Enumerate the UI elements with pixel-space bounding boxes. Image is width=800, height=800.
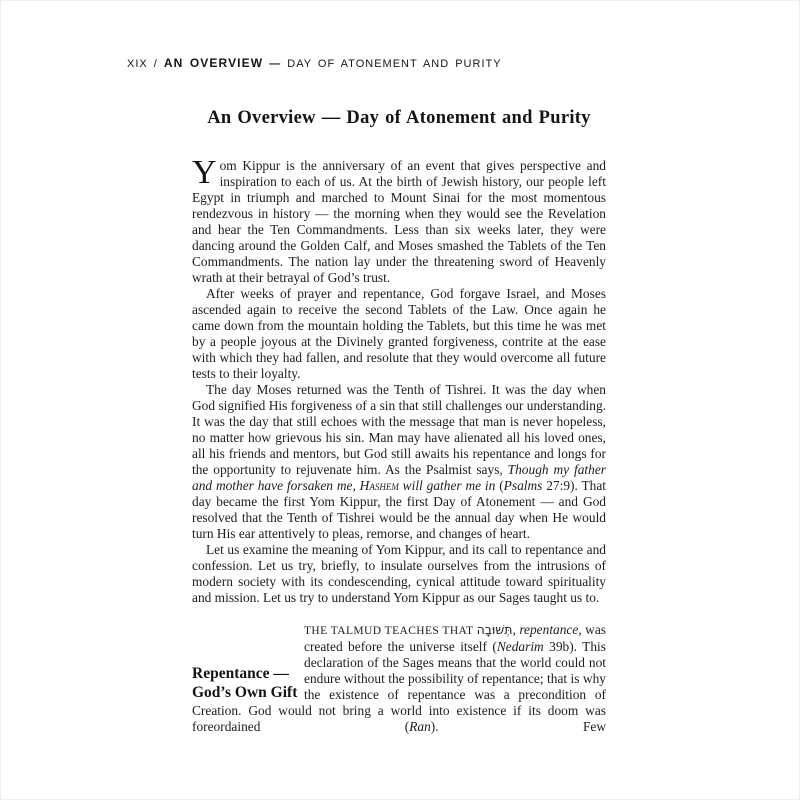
text-segment: After weeks of prayer and repentance, God forgave Israel, and Moses ascended again to receive the second Tablets of the Law. Once again he came down from the mountain holding the Tablets, but this time he was met by a people joyous at the Divinely granted forgiveness, contrite at the ease with which they had fallen, and resolute that they would overcome all future tests to their loyalty.	[192, 286, 606, 381]
text-segment: 27:9). That day became the first Yom Kippur, the first Day of Atonement — and God resolved that the Tenth of Tishrei would be the annual day when He would turn His ear attentively to pleas, remorse, and changes of heart.	[192, 478, 606, 541]
paragraph	[192, 542, 606, 606]
folio-number: XIX /	[127, 58, 158, 70]
header-subtitle: DAY OF ATONEMENT AND PURITY	[287, 58, 502, 70]
body-text	[192, 154, 607, 735]
header-dash: —	[269, 58, 282, 70]
text-segment: om Kippur is the anniversary of an event that gives perspective and inspiration to each of us. At the birth of Jewish history, our people left Egypt in triumph and marched to Mount Sinai for the most momentous rendezvous in history — the morning when they would see the Revelation and hear the Ten Commandments. Less than six weeks later, they were dancing around the Golden Calf, and Moses smashed the Tablets of the Ten Commandments. The nation lay under the threatening sword of Heavenly wrath at their betrayal of God’s trust.	[192, 158, 606, 285]
running-header	[127, 56, 502, 70]
text-segment: Though my father and mother have forsaken me,	[192, 462, 606, 493]
text-segment: Psalms	[503, 478, 543, 493]
text-segment: Nedarim	[496, 639, 544, 654]
text-segment: (	[495, 478, 504, 493]
margin-heading-line: Repentance —	[192, 665, 289, 682]
text-segment: will gather me in	[398, 478, 496, 493]
margin-heading-line: God’s Own Gift	[192, 684, 298, 701]
text-segment: was created before the universe itself (	[304, 622, 606, 654]
paragraph	[192, 154, 606, 286]
paragraph	[192, 382, 606, 542]
text-segment: Hashem	[359, 478, 399, 493]
text-segment: 39b). This declaration of the Sages means that the world could not endure without the possibility of repentance; that is why the existence of repentance was a precondition of Creation. God would not bring a world into existence if its doom was foreordained (	[192, 639, 606, 734]
text-segment: Ran	[409, 719, 431, 734]
header-chapter-title: AN OVERVIEW	[163, 56, 264, 70]
paragraph	[192, 286, 606, 382]
section-paragraph	[192, 622, 606, 735]
text-segment: Let us examine the meaning of Yom Kippur, and its call to repentance and confession. Let us try, briefly, to insulate ourselves from the intrusions of modern society with its condescending, cynical attitude toward spirituality and mission. Let us try to understand Yom Kippur as our Sages taught us to.	[192, 542, 606, 605]
text-segment: The day Moses returned was the Tenth of Tishrei. It was the day when God signified His forgiveness of a sin that still challenges our understanding. It was the day that still echoes with the message that man is never hopeless, no matter how grievous his sin. Man may have alienated all his loved ones, all his friends and mentors, but God still awaits his repentance and longs for the opportunity to rejuvenate him. As the Psalmist says,	[192, 382, 606, 477]
lead-in-text: THE TALMUD TEACHES THAT	[304, 625, 477, 637]
text-segment: ,	[512, 622, 520, 637]
text-segment: repentance,	[519, 622, 582, 637]
hebrew-word: תְּשׁוּבָה	[476, 622, 513, 637]
text-segment: ). Few	[430, 719, 607, 734]
page-title: An Overview — Day of Atonement and Purity	[207, 108, 591, 128]
drop-cap: Y	[192, 154, 217, 191]
margin-heading	[192, 664, 304, 700]
